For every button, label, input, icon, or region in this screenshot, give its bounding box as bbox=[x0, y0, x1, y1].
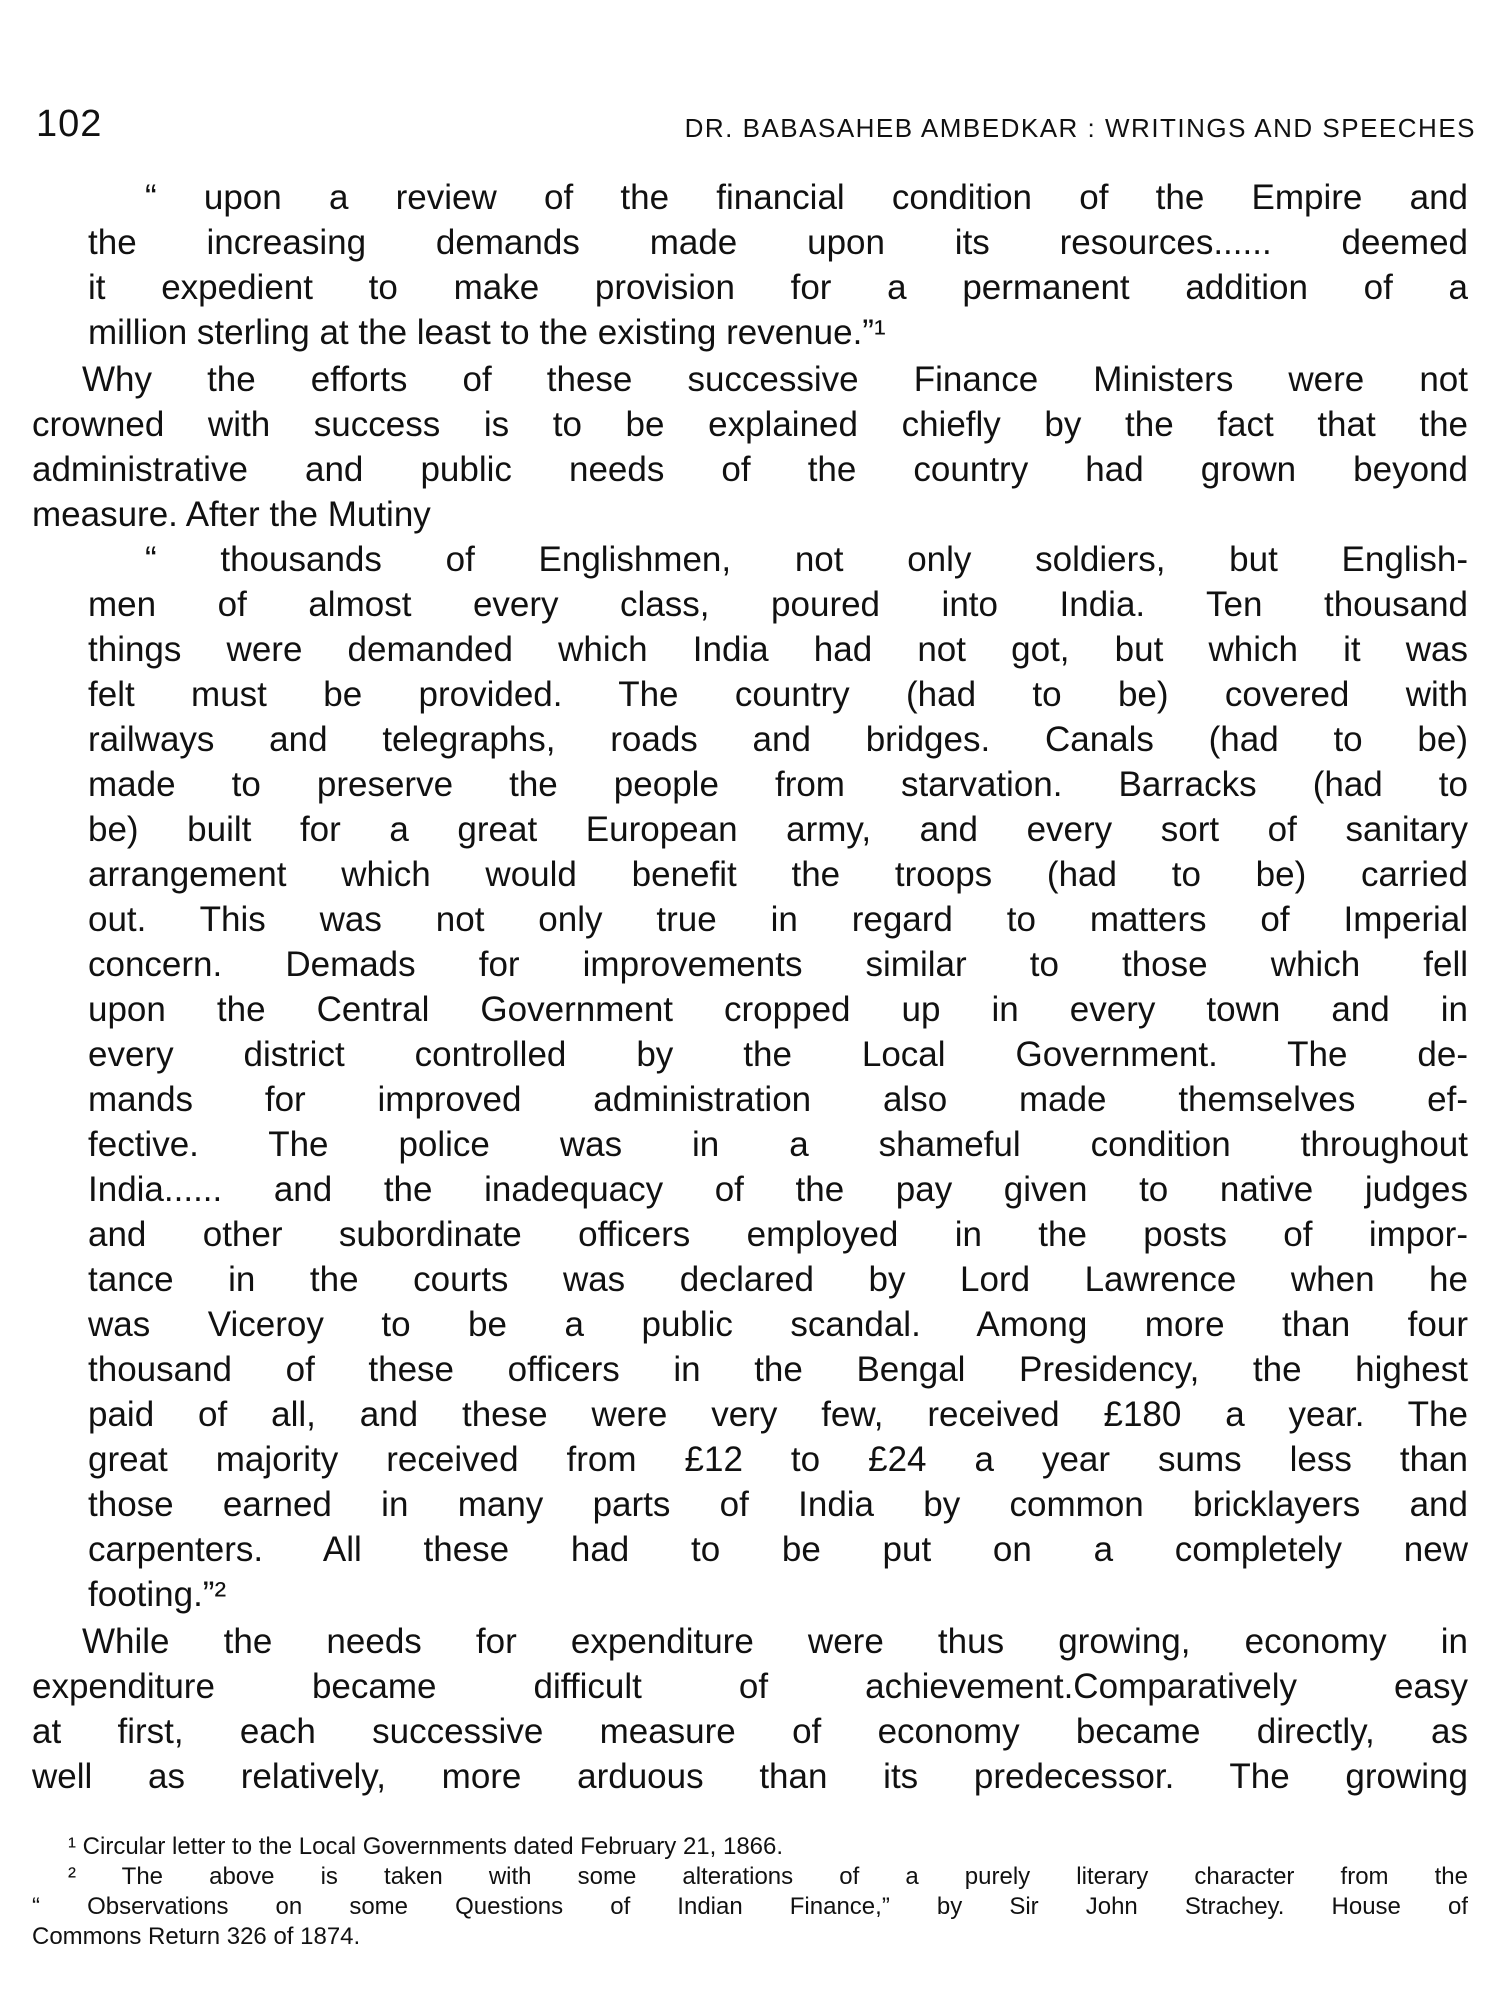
text-line: crowned with success is to be explained chiefly by the fact that the bbox=[32, 405, 1468, 444]
text-line: Why the efforts of these successive Finance Ministers were not bbox=[82, 360, 1468, 399]
page-header bbox=[36, 103, 1476, 153]
text-line: made to preserve the people from starvation. Barracks (had to bbox=[88, 765, 1468, 804]
text-line: administrative and public needs of the country had grown beyond bbox=[32, 450, 1468, 489]
text-line: fective. The police was in a shameful condition throughout bbox=[88, 1125, 1468, 1164]
text-line: India...... and the inadequacy of the pay given to native judges bbox=[88, 1170, 1468, 1209]
text-line: “ thousands of Englishmen, not only soldiers, but English- bbox=[145, 540, 1468, 579]
text-line: While the needs for expenditure were thus growing, economy in bbox=[82, 1622, 1468, 1661]
footnote-2-line: “ Observations on some Questions of Indian Finance,” by Sir John Strachey. House of bbox=[32, 1893, 1468, 1920]
text-line: felt must be provided. The country (had to be) covered with bbox=[88, 675, 1468, 714]
text-line: well as relatively, more arduous than its predecessor. The growing bbox=[32, 1757, 1468, 1796]
footnote-1: ¹ Circular letter to the Local Governments dated February 21, 1866. bbox=[68, 1833, 784, 1860]
footnote-2-line: Commons Return 326 of 1874. bbox=[32, 1923, 361, 1950]
text-line: at first, each successive measure of economy became directly, as bbox=[32, 1712, 1468, 1751]
text-line: great majority received from £12 to £24 a year sums less than bbox=[88, 1440, 1468, 1479]
text-line: paid of all, and these were very few, received £180 a year. The bbox=[88, 1395, 1468, 1434]
running-head: DR. BABASAHEB AMBEDKAR : WRITINGS AND SPEECHES bbox=[684, 113, 1476, 143]
text-line: every district controlled by the Local Government. The de- bbox=[88, 1035, 1468, 1074]
page-number: 102 bbox=[36, 103, 103, 145]
text-line: railways and telegraphs, roads and bridges. Canals (had to be) bbox=[88, 720, 1468, 759]
text-line: the increasing demands made upon its resources...... deemed bbox=[88, 223, 1468, 262]
text-line: be) built for a great European army, and every sort of sanitary bbox=[88, 810, 1468, 849]
text-line: things were demanded which India had not got, but which it was bbox=[88, 630, 1468, 669]
text-line: thousand of these officers in the Bengal Presidency, the highest bbox=[88, 1350, 1468, 1389]
text-line: it expedient to make provision for a permanent addition of a bbox=[88, 268, 1468, 307]
text-line: concern. Demads for improvements similar to those which fell bbox=[88, 945, 1468, 984]
text-line: out. This was not only true in regard to matters of Imperial bbox=[88, 900, 1468, 939]
text-line: was Viceroy to be a public scandal. Among more than four bbox=[88, 1305, 1468, 1344]
text-line: upon the Central Government cropped up in every town and in bbox=[88, 990, 1468, 1029]
text-line: men of almost every class, poured into India. Ten thousand bbox=[88, 585, 1468, 624]
text-line: those earned in many parts of India by common bricklayers and bbox=[88, 1485, 1468, 1524]
text-line: mands for improved administration also made themselves ef- bbox=[88, 1080, 1468, 1119]
text-line: “ upon a review of the financial condition of the Empire and bbox=[145, 178, 1468, 217]
text-line: tance in the courts was declared by Lord Lawrence when he bbox=[88, 1260, 1468, 1299]
text-line: million sterling at the least to the existing revenue.”¹ bbox=[88, 313, 886, 352]
text-line: arrangement which would benefit the troops (had to be) carried bbox=[88, 855, 1468, 894]
text-line: measure. After the Mutiny bbox=[32, 495, 431, 534]
text-line: footing.”² bbox=[88, 1575, 227, 1614]
text-line: expenditure became difficult of achievement.Comparatively easy bbox=[32, 1667, 1468, 1706]
text-line: carpenters. All these had to be put on a completely new bbox=[88, 1530, 1468, 1569]
footnote-2-line: ² The above is taken with some alterations of a purely literary character from the bbox=[68, 1863, 1468, 1890]
text-line: and other subordinate officers employed in the posts of impor- bbox=[88, 1215, 1468, 1254]
